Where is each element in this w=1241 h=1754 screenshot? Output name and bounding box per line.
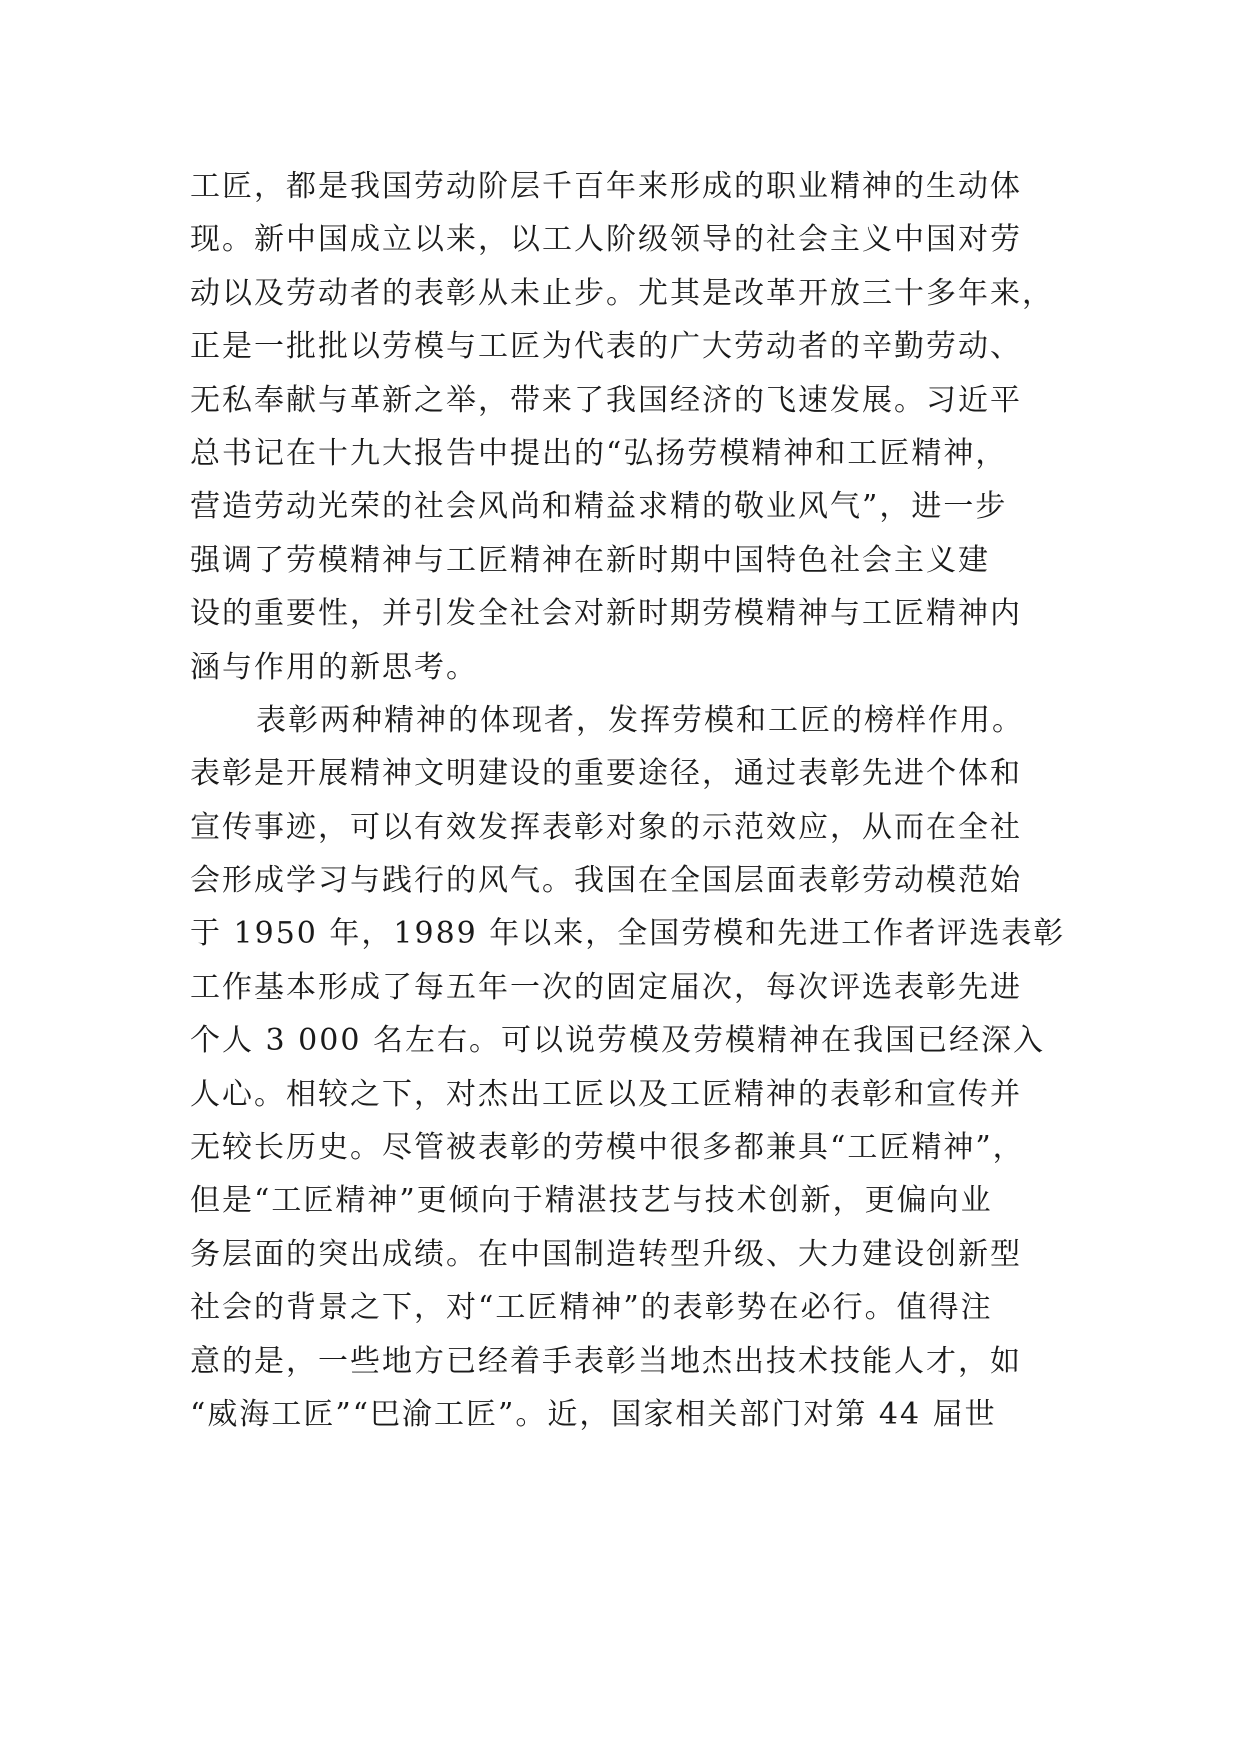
text-line: 人心。相较之下，对杰出工匠以及工匠精神的表彰和宣传并	[190, 1076, 1022, 1112]
text-line: 营造劳动光荣的社会风尚和精益求精的敬业风气”，进一步	[190, 489, 1008, 525]
text-line: 涵与作用的新思考。	[190, 649, 478, 685]
text-line: 动以及劳动者的表彰从未止步。尤其是改革开放三十多年来，	[190, 275, 1054, 311]
text-line: 于 1950 年，1989 年以来，全国劳模和先进工作者评选表彰	[190, 916, 1066, 952]
text-line: 工作基本形成了每五年一次的固定届次，每次评选表彰先进	[190, 969, 1022, 1005]
paragraph-2	[190, 694, 1080, 1441]
text-line: “威海工匠”“巴渝工匠”。近，国家相关部门对第 44 届世	[190, 1396, 997, 1432]
text-line: 务层面的突出成绩。在中国制造转型升级、大力建设创新型	[190, 1236, 1022, 1272]
text-line: 表彰是开展精神文明建设的重要途径，通过表彰先进个体和	[190, 756, 1022, 792]
text-line: 设的重要性，并引发全社会对新时期劳模精神与工匠精神内	[190, 596, 1022, 632]
body-text	[190, 160, 1080, 1441]
text-line: 总书记在十九大报告中提出的“弘扬劳模精神和工匠精神，	[190, 435, 1008, 471]
text-line: 宣传事迹，可以有效发挥表彰对象的示范效应，从而在全社	[190, 809, 1022, 845]
text-line: 无私奉献与革新之举，带来了我国经济的飞速发展。习近平	[190, 382, 1022, 418]
text-line: 意的是，一些地方已经着手表彰当地杰出技术技能人才，如	[190, 1343, 1022, 1379]
text-line: 正是一批批以劳模与工匠为代表的广大劳动者的辛勤劳动、	[190, 329, 1022, 365]
text-line: 强调了劳模精神与工匠精神在新时期中国特色社会主义建	[190, 542, 990, 578]
text-line: 会形成学习与践行的风气。我国在全国层面表彰劳动模范始	[190, 863, 1022, 899]
text-line: 但是“工匠精神”更倾向于精湛技艺与技术创新，更偏向业	[190, 1183, 993, 1219]
text-line: 个人 3 000 名左右。可以说劳模及劳模精神在我国已经深入	[190, 1023, 1045, 1059]
text-line: 工匠，都是我国劳动阶层千百年来形成的职业精神的生动体	[190, 169, 1022, 204]
text-line: 无较长历史。尽管被表彰的劳模中很多都兼具“工匠精神”，	[190, 1130, 1025, 1166]
text-line: 现。新中国成立以来，以工人阶级领导的社会主义中国对劳	[190, 222, 1022, 258]
text-line: 表彰两种精神的体现者，发挥劳模和工匠的榜样作用。	[256, 702, 1024, 738]
paragraph-1	[190, 160, 1080, 694]
text-line: 社会的背景之下，对“工匠精神”的表彰势在必行。值得注	[190, 1290, 993, 1326]
